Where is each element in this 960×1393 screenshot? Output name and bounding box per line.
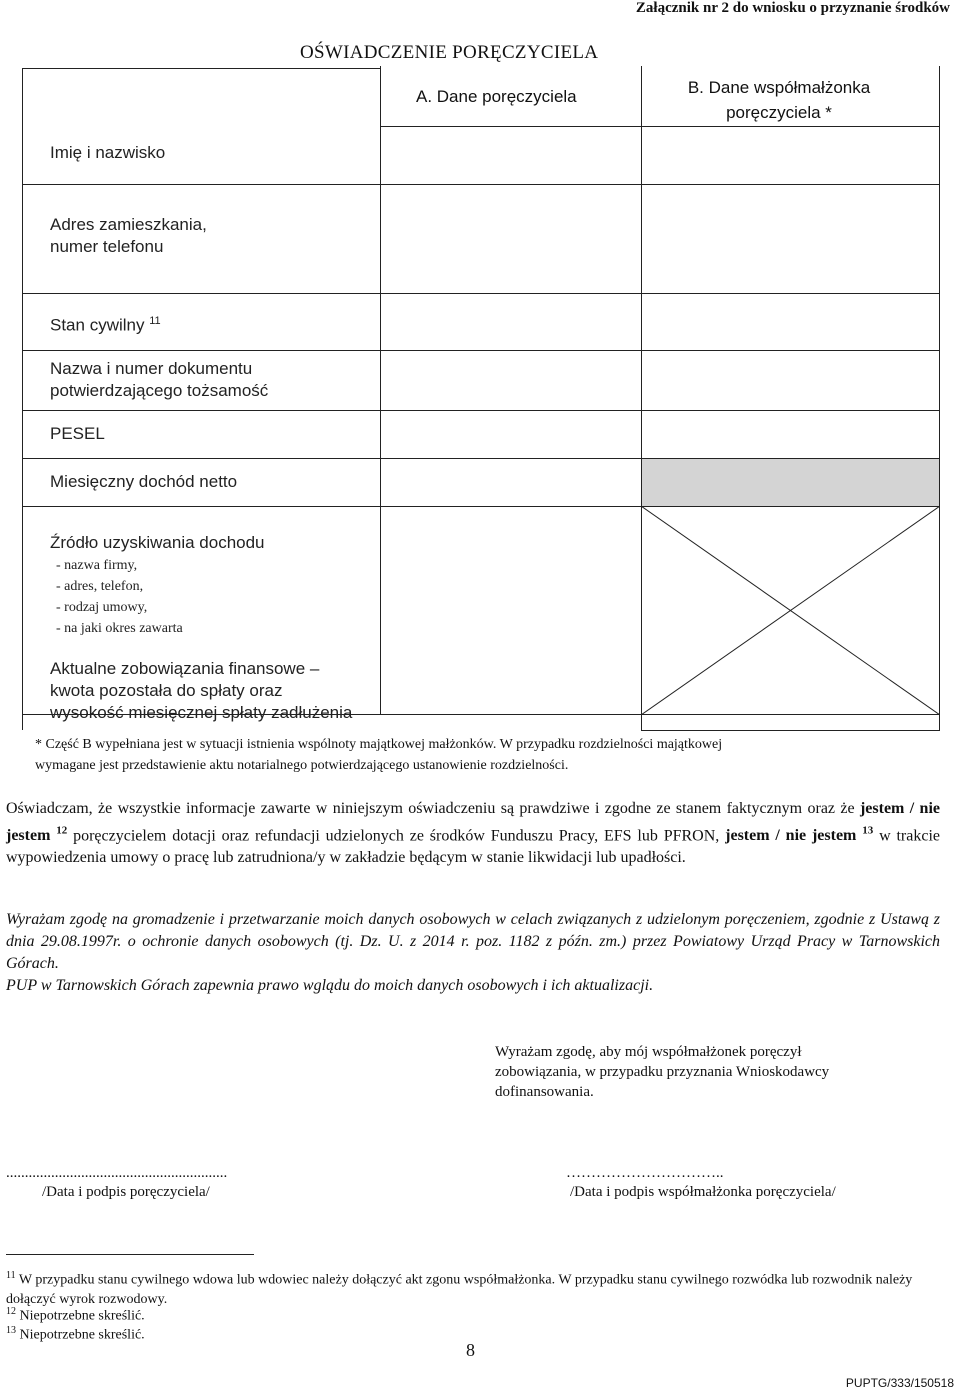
col-b-label bbox=[684, 75, 874, 125]
footnote-text: Niepotrzebne skreślić. bbox=[16, 1327, 145, 1343]
guarantor-signature-label: /Data i podpis poręczyciela/ bbox=[42, 1184, 210, 1200]
spouse-consent-line3: dofinansowania. bbox=[495, 1084, 594, 1100]
row-civil-b-field[interactable] bbox=[641, 293, 940, 351]
label-document-line2: potwierdzającego tożsamość bbox=[50, 381, 269, 400]
footnote-ref-12: 12 bbox=[56, 825, 68, 837]
col-b-line1: B. Dane współmałżonka bbox=[687, 78, 871, 97]
note-line1: * Część B wypełniana jest w sytuacji istnienia wspólnoty majątkowej małżonków. W przypadku rozdzielności majątkowej bbox=[35, 737, 723, 752]
option-1-text: jestem / nie jestem bbox=[6, 800, 941, 845]
row-name-b-field[interactable] bbox=[641, 126, 940, 185]
footnote-ref-11: 11 bbox=[149, 315, 161, 327]
label-address-line2: numer telefonu bbox=[50, 237, 164, 256]
footnote-ref-13: 13 bbox=[862, 825, 874, 837]
spouse-signature-label: /Data i podpis współmałżonka poręczyciela/ bbox=[570, 1184, 836, 1200]
label-name: Imię i nazwisko bbox=[50, 143, 166, 162]
cross-out-icon bbox=[641, 506, 940, 715]
spouse-consent-line2: zobowiązania, w przypadku przyznania Wnioskodawcy bbox=[495, 1064, 830, 1080]
label-income: Miesięczny dochód netto bbox=[50, 472, 238, 491]
label-document bbox=[50, 358, 268, 402]
label-liabilities-line1: Aktualne zobowiązania finansowe – bbox=[50, 659, 320, 678]
footnote-text: W przypadku stanu cywilnego wdowa lub wdowiec należy dołączyć akt zgonu współmałżonka. W przypadku stanu cywilnego rozwódka lub rozwodnik należy dołączyć wyrok rozwodowy. bbox=[6, 1272, 913, 1307]
label-source: Źródło uzyskiwania dochodu bbox=[50, 533, 265, 552]
spouse-signature-line[interactable]: ………………………….. bbox=[566, 1165, 724, 1181]
label-liabilities bbox=[50, 658, 352, 724]
source-item: - na jaki okres zawarta bbox=[56, 621, 183, 636]
option-2-text: jestem / nie jestem bbox=[725, 827, 857, 845]
spouse-consent-line1: Wyrażam zgodę, aby mój współmałżonek poręczył bbox=[495, 1044, 802, 1060]
header-col-b bbox=[641, 66, 940, 126]
label-source-items bbox=[56, 555, 183, 639]
label-liabilities-line2: kwota pozostała do spłaty oraz bbox=[50, 681, 283, 700]
row-source-a-field[interactable] bbox=[380, 506, 642, 715]
part-b-note bbox=[35, 734, 935, 776]
declaration-text-2: poręczycielem dotacji oraz refundacji udzielonych ze środków Funduszu Pracy, EFS lub PFRON, bbox=[67, 827, 720, 845]
label-civil-text: Stan cywilny bbox=[50, 315, 145, 335]
footnote-num: 13 bbox=[6, 1325, 16, 1336]
row-pesel-a-field[interactable] bbox=[380, 410, 642, 459]
data-consent-paragraph: Wyrażam zgodę na gromadzenie i przetwarzanie moich danych osobowych w celach związanych z udzielonym poręczeniem, zgodnie z Ustawą z dnia 29.08.1997r. o ochronie danych osobowych (tj. Dz. U. z 2014 r. poz. 1182 z późn. zm.) przez Powiatowy Urząd Pracy w Tarnowskich Górach. bbox=[6, 911, 940, 972]
label-liabilities-line3: wysokość miesięcznej spłaty zadłużenia bbox=[50, 703, 353, 722]
col-b-line2: poręczyciela * bbox=[726, 103, 832, 122]
row-pesel-b-field[interactable] bbox=[641, 410, 940, 459]
note-line2: wymagane jest przedstawienie aktu notarialnego potwierdzającego ustanowienie rozdzielności. bbox=[35, 758, 569, 773]
header-empty-cell bbox=[22, 68, 381, 126]
page-title: OŚWIADCZENIE PORĘCZYCIELA bbox=[300, 42, 599, 63]
row-document-b-field[interactable] bbox=[641, 350, 940, 411]
row-address-a-field[interactable] bbox=[380, 184, 642, 294]
row-source-b-crossed bbox=[641, 506, 940, 715]
label-civil-status bbox=[50, 310, 161, 337]
label-document-line1: Nazwa i numer dokumentu bbox=[50, 359, 253, 378]
source-item: - rodzaj umowy, bbox=[56, 600, 148, 615]
row-liabilities-b-field[interactable] bbox=[641, 714, 940, 731]
footnote-num: 11 bbox=[6, 1270, 16, 1281]
row-income-a-field[interactable] bbox=[380, 458, 642, 507]
footnote-divider bbox=[6, 1254, 254, 1255]
footnote-num: 12 bbox=[6, 1306, 16, 1317]
pup-access-paragraph: PUP w Tarnowskich Górach zapewnia prawo wglądu do moich danych osobowych i ich aktualizacji. bbox=[6, 977, 654, 994]
guarantor-table bbox=[22, 68, 940, 730]
footnote-text: Niepotrzebne skreślić. bbox=[16, 1308, 145, 1324]
row-address-b-field[interactable] bbox=[641, 184, 940, 294]
declaration-option-2 bbox=[725, 827, 873, 844]
page-number: 8 bbox=[466, 1340, 475, 1360]
label-address bbox=[50, 214, 207, 258]
annex-header: Załącznik nr 2 do wniosku o przyznanie środków bbox=[635, 0, 950, 16]
guarantor-signature-line[interactable]: ........................................................... bbox=[6, 1165, 228, 1181]
declaration-text-1: Oświadczam, że wszystkie informacje zawarte w niniejszym oświadczeniu są prawdziwe i zgodne ze stanem faktycznym oraz że bbox=[6, 800, 855, 817]
spouse-consent bbox=[495, 1042, 915, 1102]
row-name-a-field[interactable] bbox=[380, 126, 642, 185]
row-civil-a-field[interactable] bbox=[380, 293, 642, 351]
label-pesel: PESEL bbox=[50, 424, 105, 443]
document-code: PUPTG/333/150518 bbox=[845, 1376, 954, 1390]
header-col-a bbox=[380, 66, 642, 126]
col-a-label: A. Dane poręczyciela bbox=[416, 87, 577, 106]
row-income-b-disabled bbox=[641, 458, 940, 507]
source-item: - adres, telefon, bbox=[56, 579, 144, 594]
declaration-text-3: w trakcie wypowiedzenia umowy o pracę lub zatrudniona/y w zakładzie będącym w stanie likwidacji lub upadłości. bbox=[6, 827, 940, 867]
declaration-paragraph bbox=[6, 798, 940, 869]
row-document-a-field[interactable] bbox=[380, 350, 642, 411]
source-item: - nazwa firmy, bbox=[56, 558, 138, 573]
label-address-line1: Adres zamieszkania, bbox=[50, 215, 207, 234]
